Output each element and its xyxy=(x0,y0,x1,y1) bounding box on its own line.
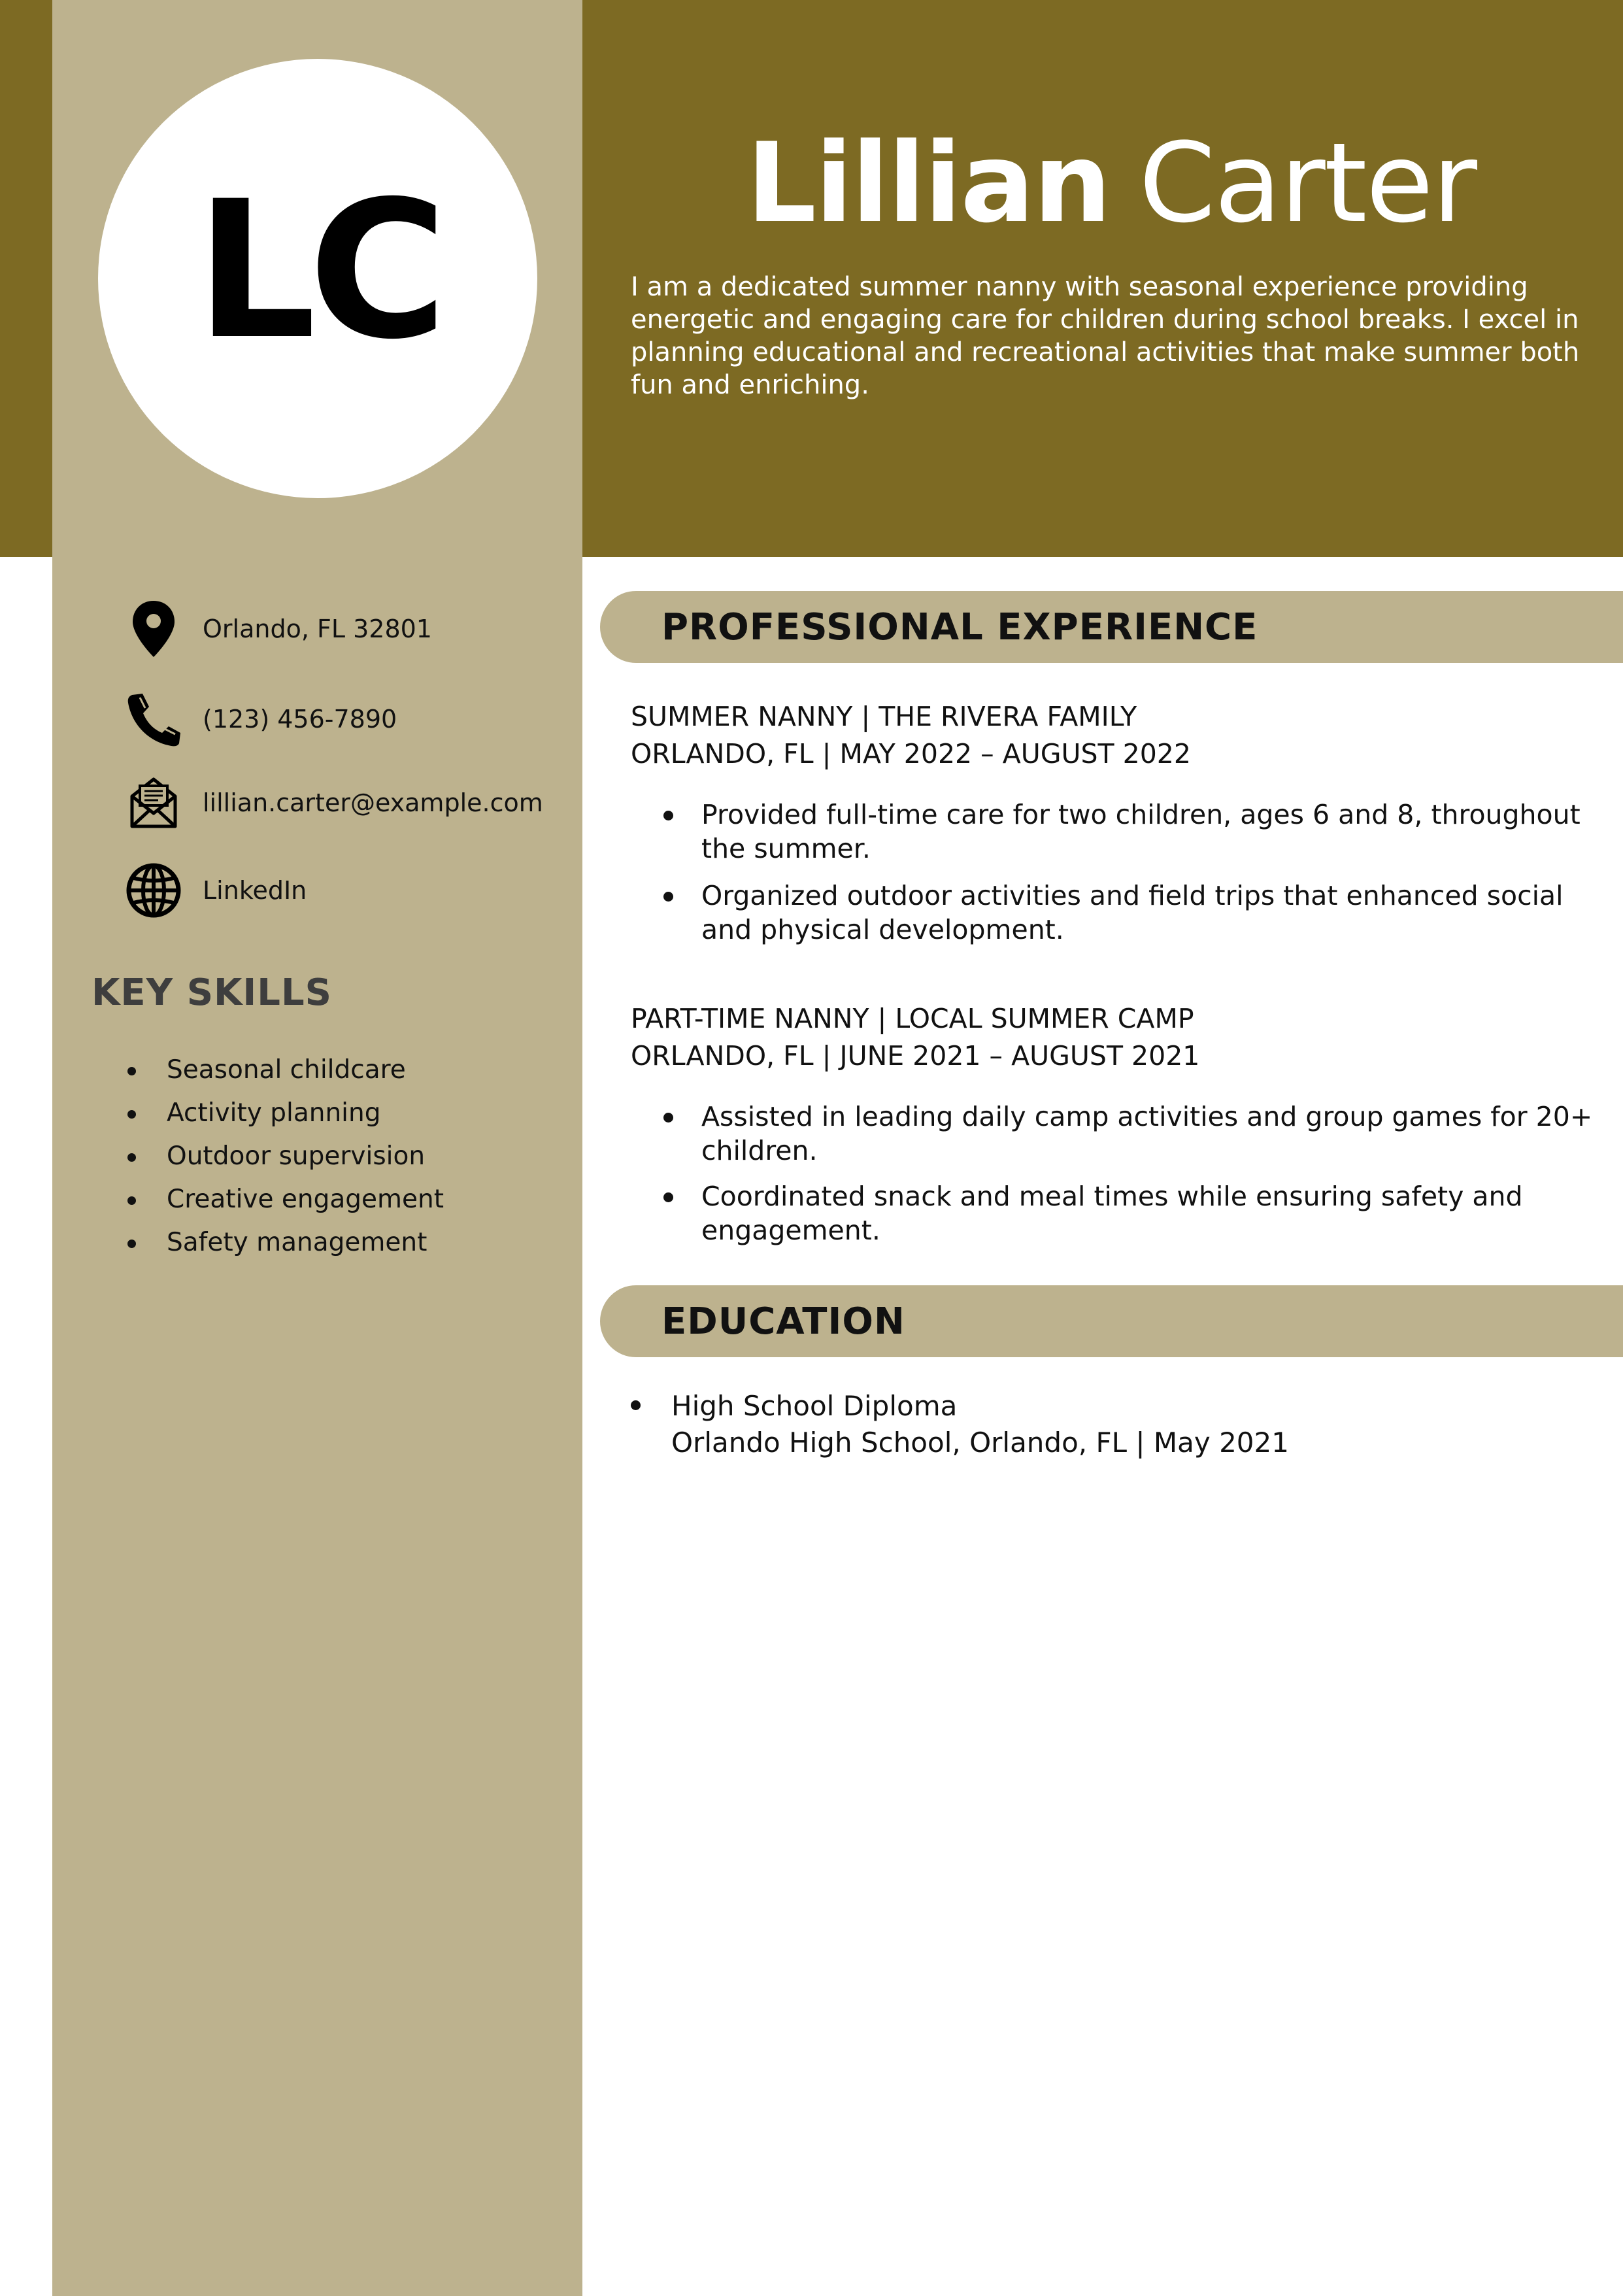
job-bullets xyxy=(631,798,1598,947)
last-name: Carter xyxy=(1139,119,1476,247)
education-details: Orlando High School, Orlando, FL | May 2021 xyxy=(671,1427,1289,1459)
education-bullet xyxy=(631,1400,641,1410)
job-bullet: Provided full-time care for two children, ages 6 and 8, throughout the summer. xyxy=(631,798,1598,866)
location-text: Orlando, FL 32801 xyxy=(203,615,432,643)
location-pin-icon xyxy=(124,599,183,658)
skills-heading: KEY SKILLS xyxy=(92,971,332,1014)
job-bullet: Assisted in leading daily camp activities and group games for 20+ children. xyxy=(631,1100,1598,1168)
linkedin-link[interactable]: LinkedIn xyxy=(203,876,307,905)
skills-list xyxy=(124,1049,556,1264)
job-meta: ORLANDO, FL | JUNE 2021 – AUGUST 2021 xyxy=(631,1040,1200,1072)
education-degree: High School Diploma xyxy=(671,1390,958,1422)
contact-phone xyxy=(124,686,569,752)
job-bullet: Organized outdoor activities and field trips that enhanced social and physical development. xyxy=(631,879,1598,947)
job-meta: ORLANDO, FL | MAY 2022 – AUGUST 2022 xyxy=(631,738,1191,769)
job-title: SUMMER NANNY | THE RIVERA FAMILY xyxy=(631,701,1137,732)
phone-text: (123) 456-7890 xyxy=(203,705,397,734)
contact-linkedin xyxy=(124,858,569,923)
candidate-name xyxy=(627,119,1595,247)
education-heading: EDUCATION xyxy=(661,1300,905,1343)
email-text[interactable]: lillian.carter@example.com xyxy=(203,788,543,817)
phone-icon xyxy=(124,690,183,749)
email-icon xyxy=(124,773,183,832)
job-bullet: Coordinated snack and meal times while ensuring safety and engagement. xyxy=(631,1179,1598,1247)
avatar-initials: LC xyxy=(195,161,440,381)
skill-item: Creative engagement xyxy=(124,1178,556,1221)
skill-item: Outdoor supervision xyxy=(124,1135,556,1178)
experience-heading: PROFESSIONAL EXPERIENCE xyxy=(661,606,1258,649)
avatar xyxy=(98,59,537,498)
skill-item: Safety management xyxy=(124,1221,556,1264)
job-bullets xyxy=(631,1100,1598,1247)
job-title: PART-TIME NANNY | LOCAL SUMMER CAMP xyxy=(631,1003,1194,1034)
globe-icon xyxy=(124,861,183,920)
contact-email xyxy=(124,770,569,836)
profile-summary: I am a dedicated summer nanny with seasonal experience providing energetic and engaging care for children during school breaks. I excel in planning educational and recreational activities that make summer both fun and enriching. xyxy=(631,272,1580,400)
contact-location xyxy=(124,596,569,662)
first-name: Lillian xyxy=(746,119,1111,247)
skill-item: Seasonal childcare xyxy=(124,1049,556,1092)
skill-item: Activity planning xyxy=(124,1092,556,1135)
